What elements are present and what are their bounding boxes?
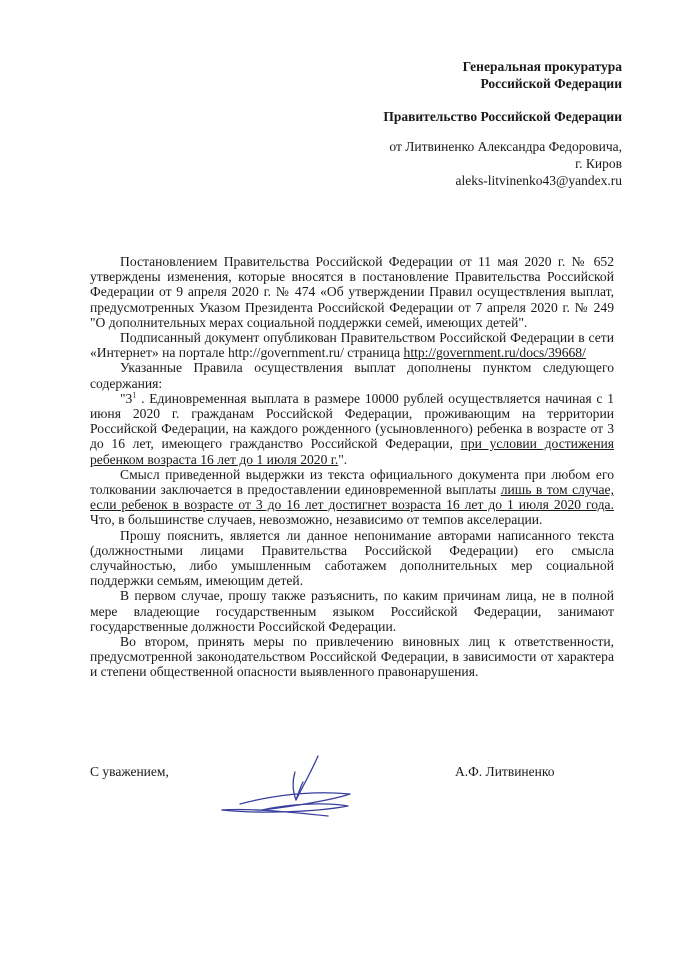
addressee-government — [383, 108, 622, 125]
paragraph-5: Прошу пояснить, является ли данное непонимание авторами написанного текста (должностными лицами Правительства Российской Федерации) его смысла случайностью, либо умышленным саботажем дополнительных мер социальной поддержки семьям, имеющим детей. — [90, 527, 614, 589]
handwritten-signature — [200, 752, 370, 822]
quote-open: "3 — [120, 390, 133, 406]
paragraph-4-text: Смысл приведенной выдержки из текста официального документа при любом его толковании заключается в предоставлении единовременной выплаты — [90, 466, 614, 498]
document-link[interactable]: http://government.ru/docs/39668/ — [403, 345, 586, 361]
paragraph-1: Постановлением Правительства Российской Федерации от 11 мая 2020 г. № 652 утверждены изменения, которые вносятся в постановление Правительства Российской Федерации от 9 апреля 2020 г. № 474 «Об утверждении Правил осуществления выплат, предусмотренных Указом Президента Российской Федерации от 7 апреля 2020 г. № 249 "О дополнительных мерах социальной поддержки семей, имеющих детей". — [90, 254, 614, 330]
signer-name: А.Ф. Литвиненко — [455, 764, 555, 779]
addressee-line-2: Российской Федерации — [480, 76, 622, 91]
sender-email: aleks-litvinenko43@yandex.ru — [455, 173, 622, 188]
quote-superscript: 1 — [132, 390, 137, 400]
addressee-line-1: Генеральная прокуратура — [462, 59, 622, 74]
paragraph-3: Указанные Правила осуществления выплат дополнены пунктом следующего содержания: — [90, 360, 614, 391]
quote-close: ". — [338, 451, 348, 467]
paragraph-2 — [90, 330, 614, 360]
addressee-line-3: Правительство Российской Федерации — [383, 109, 622, 124]
quote-paragraph — [90, 391, 614, 467]
addressee-prosecutor — [463, 58, 622, 92]
paragraph-6: В первом случае, прошу также разъяснить, по каким причинам лица, не в полной мере владеющие государственным языком Российской Федерации, занимают государственные должности Российской Федерации. — [90, 588, 614, 634]
sender-city: г. Киров — [575, 156, 622, 171]
sender-name: от Литвиненко Александра Федоровича, — [389, 139, 622, 154]
letter-body — [90, 254, 614, 680]
quote-underlined: при условии достижения ребенком возраста 16 лет до 1 июля 2020 г. — [90, 436, 614, 467]
closing-phrase: С уважением, — [90, 764, 169, 779]
paragraph-4 — [90, 467, 614, 528]
sender-block — [389, 138, 622, 189]
paragraph-2-text: Подписанный документ опубликован Правительством Российской Федерации в сети «Интернет» на портале http://government.ru/ страница — [90, 330, 614, 361]
quote-text: . Единовременная выплата в размере 10000 рублей осуществляется начиная с 1 июня 2020 г. гражданам Российской Федерации, проживающим на территории Российской Федерации, на каждого рожденного (усыновленного) ребенка в возрасте от 3 до 16 лет, имеющего гражданство Российской Федерации, — [90, 390, 614, 452]
paragraph-4-end: Что, в большинстве случаев, невозможно, независимо от темпов акселерации. — [90, 512, 543, 528]
paragraph-4-underlined: лишь в том случае, если ребенок в возрасте от 3 до 16 лет достигнет возраста 16 лет до 1 июля 2020 года. — [90, 482, 614, 513]
paragraph-7: Во втором, принять меры по привлечению виновных лиц к ответственности, предусмотренной законодательством Российской Федерации, в зависимости от характера и степени общественной опасности выявленного правонарушения. — [90, 634, 614, 680]
